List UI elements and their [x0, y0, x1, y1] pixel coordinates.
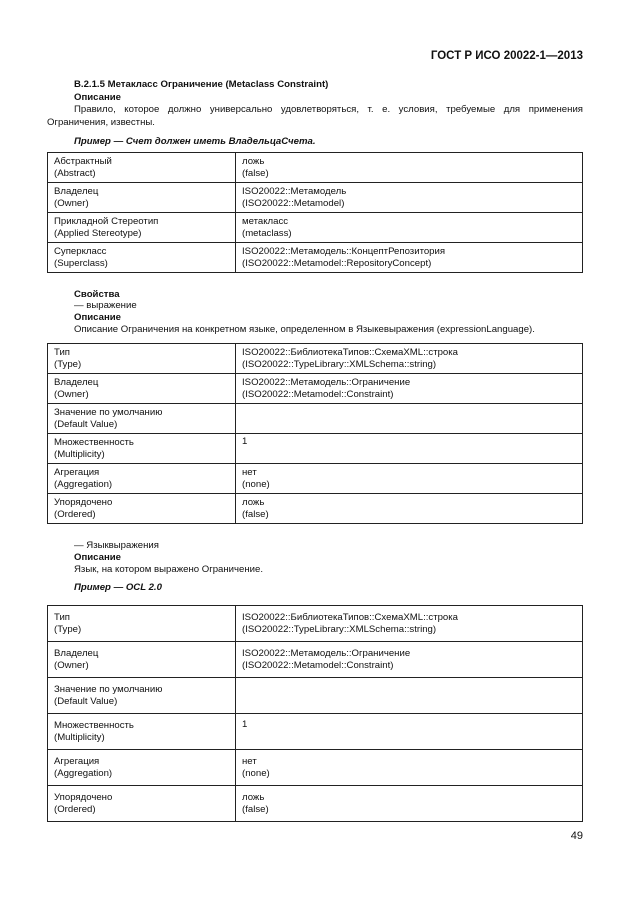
section-heading: В.2.1.5 Метакласс Ограничение (Metaclass Constraint): [74, 79, 329, 90]
description-text: Язык, на котором выражено Ограничение.: [74, 564, 264, 575]
table-cell-key: Значение по умолчанию (Default Value): [48, 678, 236, 714]
table-cell-key: Прикладной Стереотип (Applied Stereotype): [48, 213, 236, 243]
table-row: [48, 642, 583, 678]
table-row: [48, 153, 583, 183]
description-text: Правило, которое должно универсально удовлетворяться, т. е. условия, требуемые для применения Ограничения, известны.: [47, 104, 583, 128]
table-row: [48, 714, 583, 750]
table-row: [48, 494, 583, 524]
table-row: [48, 404, 583, 434]
table-row: [48, 678, 583, 714]
table-cell-key: Абстрактный (Abstract): [48, 153, 236, 183]
description-text: Описание Ограничения на конкретном языке, определенном в Языкевыражения (expressionLanguage).: [74, 324, 535, 335]
table-cell-key: Множественность (Multiplicity): [48, 434, 236, 464]
table-cell-value: нет (none): [236, 464, 583, 494]
example-text: Пример — OCL 2.0: [74, 582, 162, 593]
table-row: [48, 183, 583, 213]
table-cell-value: ISO20022::БиблиотекаТипов::СхемаXML::строка (ISO20022::TypeLibrary::XMLSchema::string): [236, 606, 583, 642]
table-cell-key: Упорядочено (Ordered): [48, 494, 236, 524]
table-cell-value: ложь (false): [236, 153, 583, 183]
expression-property-table: [47, 343, 583, 524]
table-row: [48, 434, 583, 464]
metaclass-table: [47, 152, 583, 273]
table-cell-key: Агрегация (Aggregation): [48, 750, 236, 786]
table-row: [48, 606, 583, 642]
table-cell-key: Множественность (Multiplicity): [48, 714, 236, 750]
property-item: — Языквыражения: [74, 540, 159, 551]
description-label: Описание: [74, 552, 121, 563]
table-cell-key: Суперкласс (Superclass): [48, 243, 236, 273]
table-cell-value: [236, 678, 583, 714]
page-number: 49: [570, 830, 583, 842]
table-cell-value: [236, 404, 583, 434]
table-row: [48, 374, 583, 404]
table-cell-value: ISO20022::Метамодель (ISO20022::Metamodel): [236, 183, 583, 213]
description-label: Описание: [74, 92, 121, 103]
table-row: [48, 750, 583, 786]
table-cell-key: Владелец (Owner): [48, 183, 236, 213]
document-header: ГОСТ Р ИСО 20022-1—2013: [430, 50, 583, 62]
table-row: [48, 344, 583, 374]
property-item: — выражение: [74, 300, 137, 311]
table-cell-value: ISO20022::БиблиотекаТипов::СхемаXML::строка (ISO20022::TypeLibrary::XMLSchema::string): [236, 344, 583, 374]
table-cell-key: Значение по умолчанию (Default Value): [48, 404, 236, 434]
table-row: [48, 213, 583, 243]
table-cell-value: ложь (false): [236, 494, 583, 524]
properties-label: Свойства: [74, 289, 120, 300]
example-text: Пример — Счет должен иметь ВладельцаСчета.: [74, 136, 316, 147]
table-cell-key: Владелец (Owner): [48, 642, 236, 678]
table-row: [48, 464, 583, 494]
table-row: [48, 786, 583, 822]
table-cell-key: Тип (Type): [48, 606, 236, 642]
table-row: [48, 243, 583, 273]
table-cell-key: Тип (Type): [48, 344, 236, 374]
table-cell-value: ISO20022::Метамодель::Ограничение (ISO20022::Metamodel::Constraint): [236, 374, 583, 404]
language-property-table: [47, 605, 583, 822]
table-cell-value: ложь (false): [236, 786, 583, 822]
table-cell-value: ISO20022::Метамодель::КонцептРепозитория (ISO20022::Metamodel::RepositoryConcept): [236, 243, 583, 273]
description-label: Описание: [74, 312, 121, 323]
table-cell-key: Владелец (Owner): [48, 374, 236, 404]
table-cell-value: нет (none): [236, 750, 583, 786]
table-cell-value: ISO20022::Метамодель::Ограничение (ISO20022::Metamodel::Constraint): [236, 642, 583, 678]
table-cell-key: Упорядочено (Ordered): [48, 786, 236, 822]
table-cell-key: Агрегация (Aggregation): [48, 464, 236, 494]
table-cell-value: 1: [236, 714, 583, 750]
table-cell-value: метакласс (metaclass): [236, 213, 583, 243]
table-cell-value: 1: [236, 434, 583, 464]
